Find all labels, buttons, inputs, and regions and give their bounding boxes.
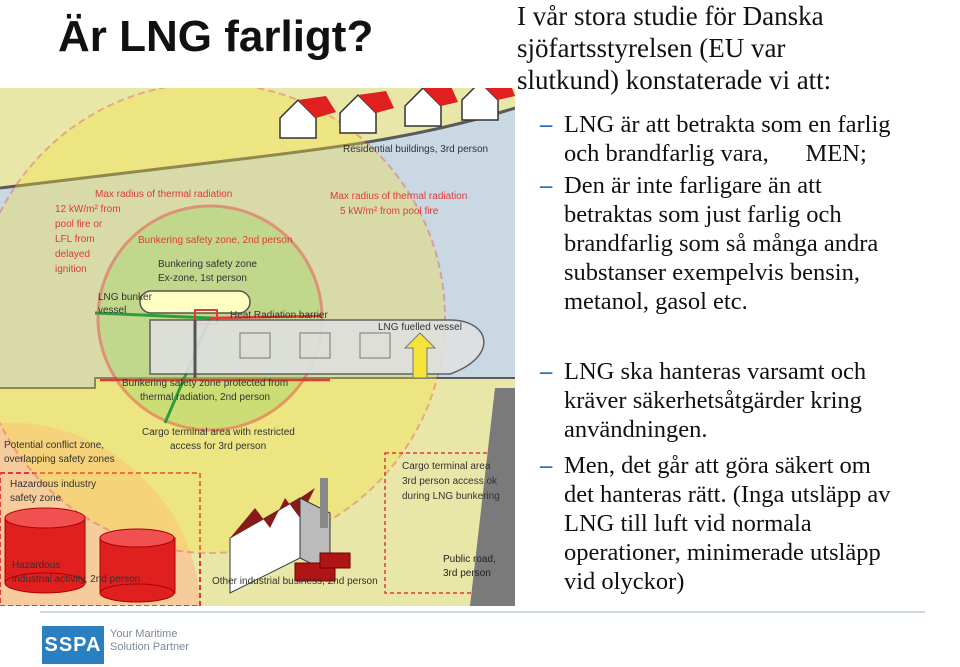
residential-label: Residential buildings, 3rd person [343,144,489,155]
bullet-item [540,110,960,168]
bullet-line: LNG är att betrakta som en farlig [564,111,891,138]
bullet-line: Men, det går att göra säkert om [564,452,871,479]
bullet-item [540,357,960,444]
heat-barrier-label: Heat Radiation barrier [230,310,328,321]
hazardous-zone-label: Hazardous industry safety zone [10,479,97,504]
intro-line: sjöfartsstyrelsen (EU var [517,33,786,63]
bullet-item [540,451,960,596]
lng-safety-zone-diagram [0,88,515,606]
bunkering-ex-label: Bunkering safety zone Ex-zone, 1st person [158,259,257,284]
cargo-ok-label: Cargo terminal area 3rd person access ok during LNG bunkering [402,461,500,502]
bullet-line: operationer, minimerade utsläpp [564,539,881,566]
bullet-line: substanser exempelvis bensin, [564,259,860,286]
sspa-logo: SSPA [42,626,104,664]
public-road-label: Public road, 3rd person [443,554,496,579]
bullet-line: LNG till luft vid normala [564,510,812,537]
max-radius-left-label: Max radius of thermal radiation 12 kW/m² from pool fire or LFL from delayed ignition [55,189,233,275]
page-title: Är LNG farligt? [58,12,374,61]
bullet-item [540,171,960,316]
intro-line: slutkund) konstaterade vi att: [517,65,832,95]
bullet-line: Den är inte farligare än att [564,172,822,199]
other-industrial-label: Other industrial business, 2nd person [212,576,378,587]
fuelled-vessel-label: LNG fuelled vessel [378,322,462,333]
bullet-line: kräver säkerhetsåtgärder kring [564,387,862,414]
bullet-line: metanol, gasol etc. [564,288,748,315]
bullet-dash-icon: – [540,358,553,385]
bunker-vessel-label: LNG bunker vessel [98,292,152,316]
intro-text [517,0,957,96]
bullet-dash-icon: – [540,111,553,138]
bullet-line: vid olyckor) [564,568,685,595]
bunkering-zone-label: Bunkering safety zone, 2nd person [138,235,293,246]
bullet-line: LNG ska hanteras varsamt och [564,358,867,385]
bullet-line: användningen. [564,416,708,443]
conflict-zone-label: Potential conflict zone, overlapping safety zones [4,440,115,465]
protected-zone-label: Bunkering safety zone protected from thermal radiation, 2nd person [122,378,289,403]
footer-divider [40,611,925,613]
bullet-dash-icon: – [540,452,553,479]
bullet-line: brandfarlig som så många andra [564,230,879,257]
bullet-line: det hanteras rätt. (Inga utsläpp av [564,481,891,508]
hazardous-activity-label: Hazardous industrial activity, 2nd person [12,560,141,585]
intro-line: I vår stora studie för Danska [517,1,824,31]
bullet-dash-icon: – [540,172,553,199]
bullet-line: och brandfarlig vara, MEN; [564,140,867,167]
cargo-restricted-label: Cargo terminal area with restricted access for 3rd person [142,427,295,452]
logo-tagline: Your Maritime Solution Partner [110,628,189,653]
max-radius-right-label: Max radius of thermal radiation 5 kW/m² from pool fire [330,191,468,217]
bullet-line: betraktas som just farlig och [564,201,842,228]
